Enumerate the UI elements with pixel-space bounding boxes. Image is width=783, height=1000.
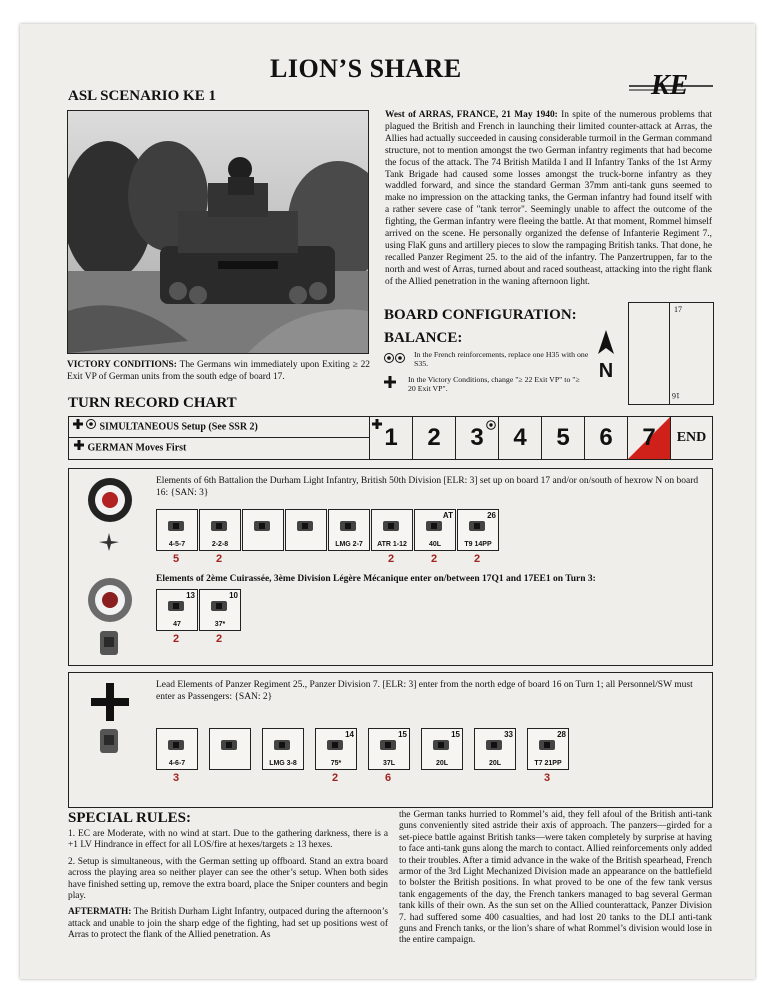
turn-5: 5 <box>556 424 570 451</box>
unit-counter <box>209 728 251 770</box>
special-rules-left <box>68 829 388 947</box>
counter-quantity: 2 <box>473 553 481 565</box>
counter-label: ATR 1-12 <box>377 541 407 548</box>
balance-allied <box>384 350 599 371</box>
german-reinforcement-icon <box>372 419 382 429</box>
german-cross-small-icon <box>73 438 85 458</box>
counter-quantity: 3 <box>543 772 551 784</box>
unit-figure-icon <box>208 598 230 614</box>
unit-figure-icon <box>377 737 399 753</box>
turn-record-header: TURN RECORD CHART <box>68 395 237 411</box>
unit-figure-icon <box>430 737 452 753</box>
balance-german <box>384 375 599 396</box>
unit-figure-icon <box>208 518 230 534</box>
unit-counter <box>199 589 241 631</box>
counter-top-value: 26 <box>487 511 496 520</box>
turn-cell-2 <box>412 417 455 459</box>
intro-lead: West of ARRAS, FRANCE, 21 May 1940: <box>385 110 558 120</box>
ke-logo <box>625 64 717 104</box>
unit-figure-icon <box>165 737 187 753</box>
counter-label: LMG 3-8 <box>269 760 297 767</box>
counter-label: 4-6-7 <box>168 760 186 767</box>
counter-label: 47 <box>173 621 181 628</box>
unit-counter <box>371 509 413 551</box>
counter-quantity: 2 <box>387 553 395 565</box>
scenario-id: ASL SCENARIO KE 1 <box>68 88 216 104</box>
balance-header: BALANCE: <box>384 330 463 346</box>
german-balkenkreuz-icon <box>91 683 129 721</box>
french-tank-insignia-icon <box>98 627 120 659</box>
turn-record-chart <box>68 416 713 460</box>
counter-top-value: 15 <box>451 730 460 739</box>
scenario-title: LION’S SHARE <box>270 54 462 83</box>
victory-text: The Germans win immediately upon Exiting ≥ 22 Exit VP of German units from the south edge of board 17. <box>67 360 370 382</box>
unit-counter <box>315 728 357 770</box>
victory-label: VICTORY CONDITIONS: <box>67 360 177 370</box>
unit-figure-icon <box>466 518 488 534</box>
counter-quantity: 2 <box>215 633 223 645</box>
turn-6: 6 <box>599 424 613 451</box>
counter-label: 40L <box>428 541 442 548</box>
allied-oob <box>68 468 713 666</box>
turn-cell-1 <box>369 417 412 459</box>
unit-figure-icon <box>165 518 187 534</box>
counter-quantity: 2 <box>331 772 339 784</box>
unit-counter <box>328 509 370 551</box>
german-cross-icon <box>384 375 396 393</box>
setup-icons <box>73 417 97 437</box>
balance-allied-text: In the French reinforcements, replace one H35 with one S35. <box>414 350 589 368</box>
counter-label: T9 14PP <box>464 541 492 548</box>
counter-top-value: 15 <box>398 730 407 739</box>
svg-text:KE: KE <box>651 70 689 101</box>
board-17-label: 17 <box>674 305 682 314</box>
french-roundel-icon <box>87 577 133 623</box>
unit-counter <box>474 728 516 770</box>
unit-counter <box>156 509 198 551</box>
north-label: N <box>598 360 614 382</box>
french-oob-text: Elements of 2ème Cuirassée, 3ème Division Légère Mécanique enter on/between 17Q1 and 17EE1 on Turn 3: <box>156 574 596 584</box>
unit-counter <box>199 509 241 551</box>
german-oob-text: Lead Elements of Panzer Regiment 25., Panzer Division 7. [ELR: 3] enter from the north edge of board 16 on Turn 1; all Personnel/SW must enter as Passengers: {SAN: 2} <box>156 680 693 702</box>
intro-body: In spite of the numerous problems that plagued the British and French in launching their limited counter-attack at Arras, the Allies had actually succeeded in causing considerable turmoil in the German command structure, not to mention amongst the two German infantry regiments that had become the focus of the attack. The 74 British Matilda I and II Infantry Tanks of the 1st Army Tank Brigade had caused some losses amongst the truck-borne infantry as they waddled forward, and since the standard German 37mm anti-tank guns seemed to make no impression on the attacking tanks, the German infantry had found itself with a rather severe case of "tank terror". Seemingly unable to affect the outcome of the fighting, the German infantry were fleeing the battle. At that moment, Rommel himself arrived on the scene. He personally organized the defense of Infanterie Regiment 7., using FlaK guns and artillery pieces to slow the rampaging British tanks. That done, he recalled Panzer Regiment 25. to the aid of the infantry. The Panzertruppen, far to the north and west of Arras, turned about and raced southeast, attacking into the right flank of the Allied penetration in the waning afternoon light. <box>385 110 713 287</box>
turn-cell-5 <box>541 417 584 459</box>
unit-figure-icon <box>536 737 558 753</box>
unit-figure-icon <box>337 518 359 534</box>
unit-figure-icon <box>423 518 445 534</box>
rule-2: 2. Setup is simultaneous, with the German setting up offboard. Stand an extra board across the playing area so neither player can see the other’s setup. When both sides have finished setting up, remove the extra board, place the Sniper counters and begin play. <box>68 856 388 902</box>
british-division-insignia-icon <box>99 533 119 551</box>
unit-counter <box>262 728 304 770</box>
counter-top-value: 13 <box>186 591 195 600</box>
counter-quantity: 2 <box>430 553 438 565</box>
unit-counter <box>242 509 284 551</box>
counter-label: T7 21PP <box>534 760 562 767</box>
turn-1: 1 <box>384 424 398 451</box>
counter-quantity: 3 <box>172 772 180 784</box>
german-tank-insignia-icon <box>98 725 120 757</box>
balance-german-text: In the Victory Conditions, change "≥ 22 Exit VP" to "≥ 20 Exit VP". <box>408 375 580 393</box>
counter-label: 75* <box>330 760 342 767</box>
unit-counter <box>527 728 569 770</box>
counter-quantity: 2 <box>172 633 180 645</box>
turn-3: 3 <box>470 424 484 451</box>
counter-top-value: 10 <box>229 591 238 600</box>
special-rules-header: SPECIAL RULES: <box>68 810 191 826</box>
french-reinforcement-icon <box>486 420 496 430</box>
counter-label: 20L <box>488 760 502 767</box>
counter-quantity: 5 <box>172 553 180 565</box>
counter-top-value: 33 <box>504 730 513 739</box>
unit-figure-icon <box>294 518 316 534</box>
historical-intro <box>385 110 712 289</box>
unit-counter <box>457 509 499 551</box>
counter-label: 20L <box>435 760 449 767</box>
turn-cell-3 <box>455 417 498 459</box>
counter-quantity: 2 <box>215 553 223 565</box>
counter-top-value: AT <box>442 511 453 520</box>
counter-top-value: 28 <box>557 730 566 739</box>
counter-top-value: 14 <box>345 730 354 739</box>
unit-counter <box>285 509 327 551</box>
board-16-label: 16 <box>672 391 680 400</box>
turn-7: 7 <box>642 424 656 451</box>
turn-row1-text: SIMULTANEOUS Setup (See SSR 2) <box>99 421 258 433</box>
unit-counter <box>368 728 410 770</box>
rule-1: 1. EC are Moderate, with no wind at start. Due to the gathering darkness, there is a +1 LV Hindrance in effect for all LOS/fire at hexes/targets ≥ 13 hexes. <box>68 829 388 851</box>
unit-figure-icon <box>324 737 346 753</box>
unit-figure-icon <box>218 737 240 753</box>
north-indicator <box>594 330 618 381</box>
victory-conditions <box>67 360 370 383</box>
unit-counter <box>414 509 456 551</box>
unit-figure-icon <box>380 518 402 534</box>
aftermath-label: AFTERMATH: <box>68 907 132 918</box>
aftermath-para <box>68 907 388 941</box>
scenario-card <box>20 24 755 979</box>
board-diagram <box>628 302 714 405</box>
unit-counter <box>421 728 463 770</box>
aftermath-continued: the German tanks hurried to Rommel’s aid, they fell afoul of the British anti-tank guns conveniently sited astride their axis of approach. The panzers—girded for a set-piece battle against British tanks—were taken completely by surprise at having to face anti-tank guns along the march to contact. Allied reinforcements only added to their troubles. After a timid advance in the wake of the British spearhead, French armor of the 3rd Light Mechanized Division made an appearance on the battlefield to bolster the British positions. In what proved to be one of the few tank versus tank engagements of the day, the French tankers managed to bag several German tank kills of their own. As the sun set on the Allied counterattack, Panzer Division 7. had suffered some 400 casualties, and had lost 20 tanks to the DLI anti-tank guns and French tanks, or the lion’s share of what Rommel’s division would lose in the entire campaign. <box>399 810 712 946</box>
unit-figure-icon <box>251 518 273 534</box>
aftermath-text: The British Durham Light Infantry, outpaced during the afternoon’s attack and unable to join the sharp edge of the fighting, had set up positions west of Arras to protect the flank of the Allied penetration. As <box>68 907 388 941</box>
counter-label: 37L <box>382 760 396 767</box>
turn-4: 4 <box>513 424 527 451</box>
north-arrow-icon <box>594 330 618 356</box>
unit-figure-icon <box>483 737 505 753</box>
allied-roundel-icon <box>384 350 406 368</box>
counter-label: LMG 2-7 <box>335 541 363 548</box>
british-roundel-icon <box>87 477 133 523</box>
turn-cell-7 <box>627 417 670 459</box>
turn-cell-4 <box>498 417 541 459</box>
turn-row-first-move <box>69 438 369 458</box>
turn-2: 2 <box>427 424 441 451</box>
unit-figure-icon <box>271 737 293 753</box>
counter-label: 2-2-8 <box>211 541 229 548</box>
counter-label: 4-5-7 <box>168 541 186 548</box>
british-oob-text: Elements of 6th Battalion the Durham Light Infantry, British 50th Division [ELR: 3] set up on board 17 and/or on/south of hexrow N on board 16: {SAN: 3} <box>156 476 699 498</box>
board-config-header: BOARD CONFIGURATION: <box>384 307 577 323</box>
unit-counter <box>156 589 198 631</box>
turn-row2-text: GERMAN Moves First <box>87 442 187 454</box>
counter-label: 37* <box>214 621 226 628</box>
counter-quantity: 6 <box>384 772 392 784</box>
german-oob <box>68 672 713 808</box>
unit-figure-icon <box>165 598 187 614</box>
scenario-photo <box>67 110 369 354</box>
turn-cell-6 <box>584 417 627 459</box>
turn-row-setup <box>69 417 369 438</box>
turn-end: END <box>670 417 712 459</box>
unit-counter <box>156 728 198 770</box>
